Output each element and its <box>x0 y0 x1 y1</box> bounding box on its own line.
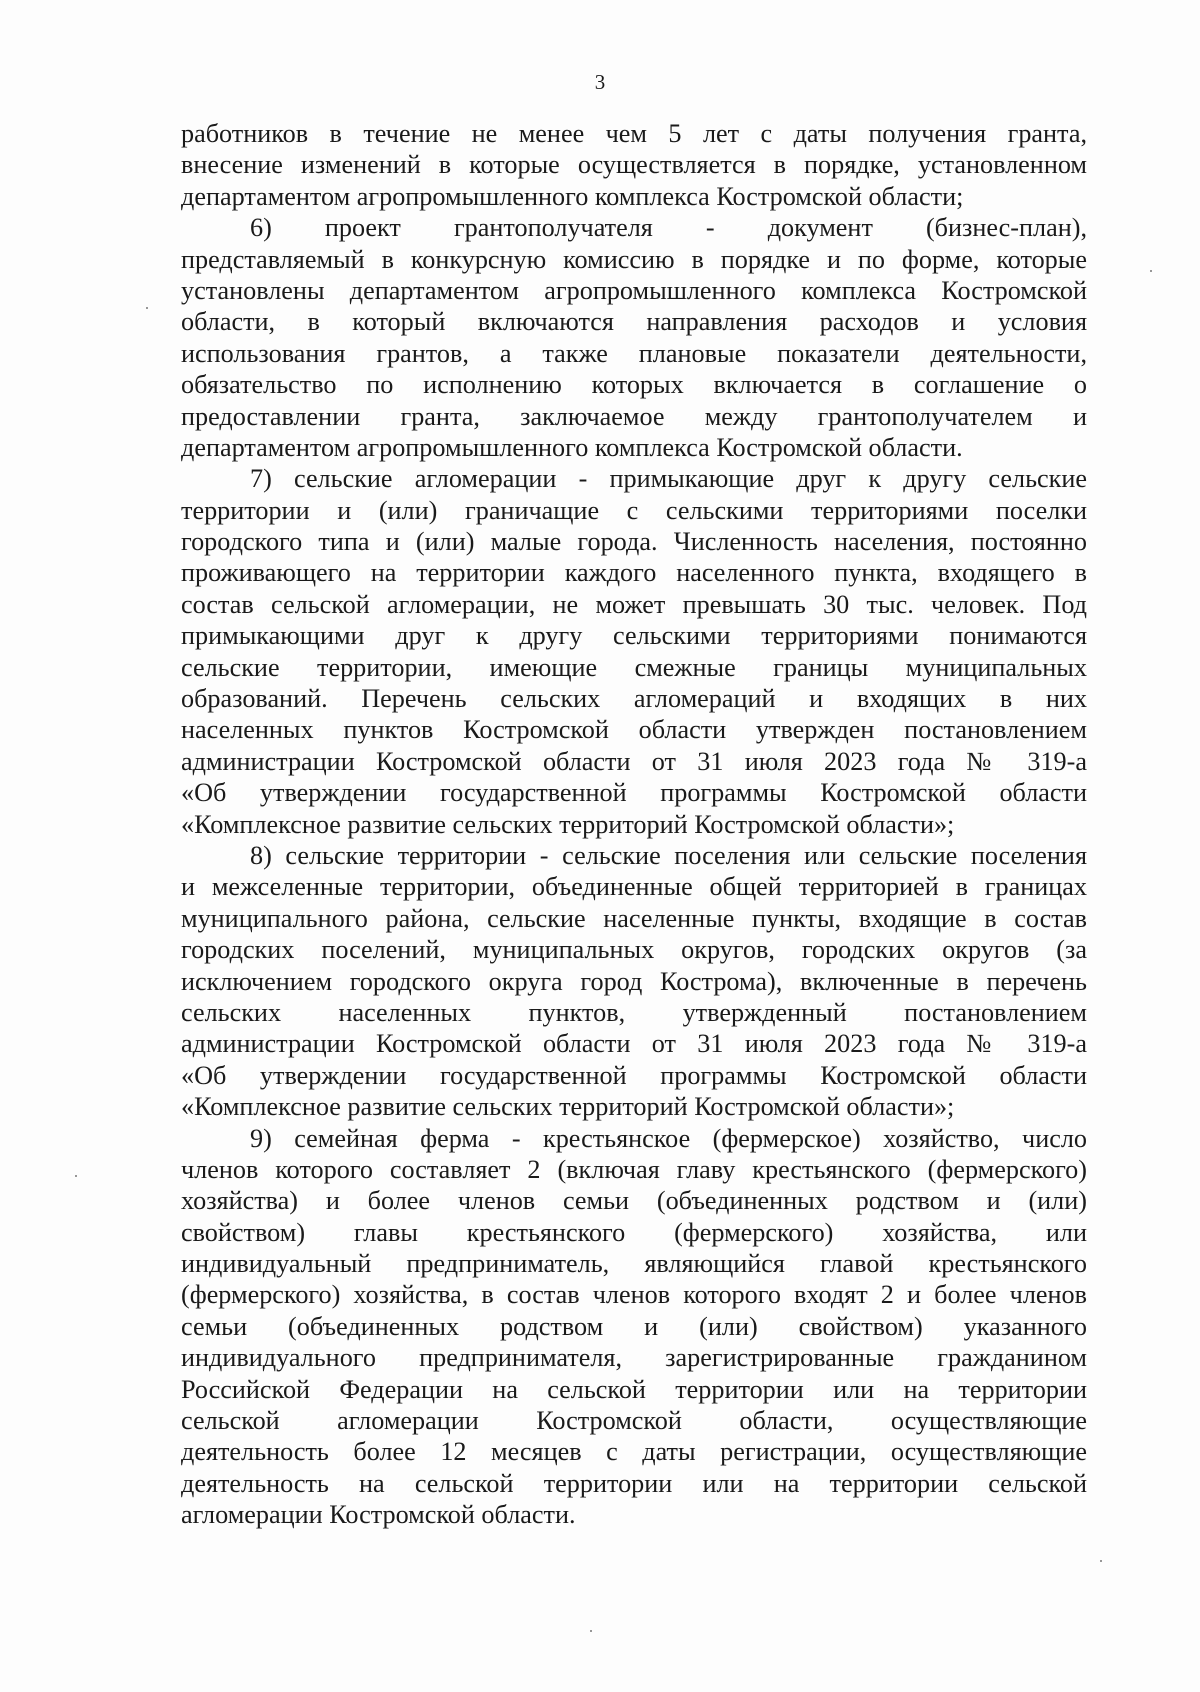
text-line: обязательство по исполнению которых включается в соглашение о <box>181 370 1087 400</box>
text-line: «Об утверждении государственной программы Костромской области <box>181 778 1087 808</box>
text-line: администрации Костромской области от 31 июля 2023 года № 319-а <box>181 746 1087 776</box>
scan-speck <box>590 1630 592 1632</box>
text-line: состав сельской агломерации, не может превышать 30 тыс. человек. Под <box>181 589 1087 619</box>
text-line: сельские территории, имеющие смежные границы муниципальных <box>181 652 1087 682</box>
document-body <box>181 118 1087 1531</box>
paragraph-item-7 <box>181 463 1087 840</box>
scan-speck <box>75 1175 77 1177</box>
text-line: деятельность на сельской территории или на территории сельской <box>181 1468 1087 1498</box>
text-line: сельской агломерации Костромской области, осуществляющие <box>181 1406 1087 1436</box>
scan-speck <box>1100 1560 1102 1562</box>
text-line: примыкающими друг к другу сельскими территориями понимаются <box>181 621 1087 651</box>
text-line: индивидуального предпринимателя, зарегистрированные гражданином <box>181 1343 1087 1373</box>
text-line: «Об утверждении государственной программы Костромской области <box>181 1060 1087 1090</box>
paragraph-item-6 <box>181 212 1087 463</box>
text-line: населенных пунктов Костромской области утвержден постановлением <box>181 715 1087 745</box>
paragraph-intro-continued <box>181 118 1087 212</box>
text-line: и межселенные территории, объединенные общей территорией в границах <box>181 872 1087 902</box>
text-line: сельских населенных пунктов, утвержденный постановлением <box>181 997 1087 1027</box>
text-line: 8) сельские территории - сельские поселения или сельские поселения <box>250 840 1087 870</box>
scan-speck <box>1150 270 1152 272</box>
text-line: администрации Костромской области от 31 июля 2023 года № 319-а <box>181 1029 1087 1059</box>
text-line: «Комплексное развитие сельских территорий Костромской области»; <box>181 809 955 839</box>
text-line: предоставлении гранта, заключаемое между грантополучателем и <box>181 401 1087 431</box>
text-line: департаментом агропромышленного комплекса Костромской области. <box>181 432 963 462</box>
text-line: работников в течение не менее чем 5 лет с даты получения гранта, <box>181 119 1087 148</box>
text-line: «Комплексное развитие сельских территорий Костромской области»; <box>181 1092 955 1122</box>
scan-speck <box>146 307 148 309</box>
text-line: муниципального района, сельские населенные пункты, входящие в состав <box>181 903 1087 933</box>
text-line: территории и (или) граничащие с сельскими территориями поселки <box>181 495 1087 525</box>
text-line: (фермерского) хозяйства, в состав членов которого входят 2 и более членов <box>181 1280 1087 1310</box>
text-line: 6) проект грантополучателя - документ (бизнес-план), <box>250 213 1087 243</box>
text-line: установлены департаментом агропромышленного комплекса Костромской <box>181 275 1087 305</box>
text-line: образований. Перечень сельских агломераций и входящих в них <box>181 684 1087 714</box>
text-line: внесение изменений в которые осуществляется в порядке, установленном <box>181 150 1087 180</box>
text-line: агломерации Костромской области. <box>181 1500 576 1530</box>
text-line: свойством) главы крестьянского (фермерского) хозяйства, или <box>181 1217 1087 1247</box>
text-line: 7) сельские агломерации - примыкающие друг к другу сельские <box>250 464 1087 494</box>
text-line: проживающего на территории каждого населенного пункта, входящего в <box>181 558 1087 588</box>
text-line: деятельность более 12 месяцев с даты регистрации, осуществляющие <box>181 1437 1087 1467</box>
text-line: представляемый в конкурсную комиссию в порядке и по форме, которые <box>181 244 1087 274</box>
text-line: департаментом агропромышленного комплекса Костромской области; <box>181 181 964 211</box>
paragraph-item-9 <box>181 1123 1087 1531</box>
paragraph-item-8 <box>181 840 1087 1123</box>
text-line: использования грантов, а также плановые показатели деятельности, <box>181 338 1087 368</box>
text-line: индивидуальный предприниматель, являющийся главой крестьянского <box>181 1249 1087 1279</box>
text-line: семьи (объединенных родством и (или) свойством) указанного <box>181 1311 1087 1341</box>
text-line: хозяйства) и более членов семьи (объединенных родством и (или) <box>181 1186 1087 1216</box>
text-line: Российской Федерации на сельской территории или на территории <box>181 1374 1087 1404</box>
text-line: городского типа и (или) малые города. Численность населения, постоянно <box>181 527 1087 557</box>
text-line: исключением городского округа город Кострома), включенные в перечень <box>181 966 1087 996</box>
text-line: 9) семейная ферма - крестьянское (фермерское) хозяйство, число <box>250 1123 1087 1153</box>
page-number: 3 <box>594 70 606 94</box>
text-line: городских поселений, муниципальных округов, городских округов (за <box>181 935 1087 965</box>
text-line: членов которого составляет 2 (включая главу крестьянского (фермерского) <box>181 1154 1087 1184</box>
text-line: области, в который включаются направления расходов и условия <box>181 307 1087 337</box>
